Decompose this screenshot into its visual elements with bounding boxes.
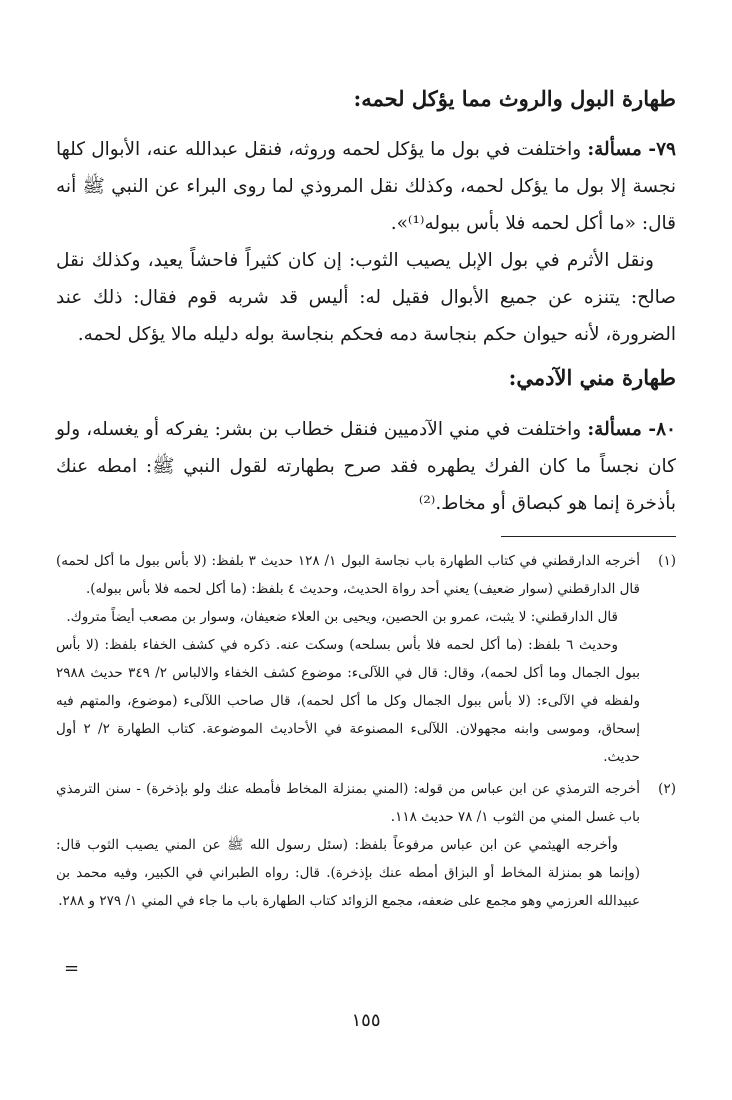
paragraph-athram: ونقل الأثرم في بول الإبل يصيب الثوب: إن كان كثيراً فاحشاً يعيد، وكذلك نقل صالح: يتنزه عن جميع الأبوال فقيل له: أليس قد شربه قوم فقال: ذلك عند الضرورة، لأنه حيوان حكم بنجاسة دمه فحكم بنجاسة بوله دليله مالا يؤكل لحمه. [56,250,676,346]
footnote-2 [56,775,676,915]
issue-79-text: واختلفت في بول ما يؤكل لحمه وروثه، فنقل عبدالله عنه، الأبوال كلها نجسة إلا بول ما يؤكل لحمه، وكذلك نقل المروذي لما روى البراء عن النبي ﷺ أنه قال: «ما أكل لحمه فلا بأس ببوله⁽¹⁾». [56,139,676,235]
footnote-1-para-2: قال الدارقطني: لا يثبت، عمرو بن الحصين، ويحيى بن العلاء ضعيفان، وسوار بن مصعب أيضاً متروك. [66,608,618,625]
issue-80-label: ٨٠- مسألة: [587,418,676,440]
issue-80-text: واختلفت في مني الآدميين فنقل خطاب بن بشر: يفركه أو يغسله، ولو كان نجساً ما كان الفرك يطهره فقد صرح بطهارته لقول النبي ﷺ: امطه عنك بأذخرة إنما هو كبصاق أو مخاط.⁽²⁾ [56,418,676,514]
footnote-1 [56,547,676,771]
page-body [56,70,676,915]
footnote-1-body [56,547,640,771]
continuation-mark: = [64,958,80,979]
footnote-1-para-3: وحديث ٦ بلفظ: (ما أكل لحمه فلا بأس بسلحه) وسكت عنه. ذكره في كشف الخفاء بلفظ: (لا بأس ببول الجمال وما أكل لحمه)، وقال: قال في اللآلىء: موضوع كشف الخفاء والالباس ٢/ ٣٤٩ حديث ٢٩٨٨ ولفظه في الآلىء: (لا بأس ببول الجمال وكل ما أكل لحمه)، قال صاحب اللآلىء (موضوع، والمتهم فيه إسحاق، وموسى وابنه مجهولان. اللآلىء المصنوعة في الأحاديث الموضوعة. كتاب الطهارة ٢/ ٢ أول حديث. [56,636,640,765]
footnote-2-para-1: أخرجه الترمذي عن ابن عباس من قوله: (المني بمنزلة المخاط فأمطه عنك ولو بإذخرة) - سنن الترمذي باب غسل المني من الثوب ١/ ٧٨ حديث ١١٨. [56,780,640,825]
footnote-1-para-1: أخرجه الدارقطني في كتاب الطهارة باب نجاسة البول ١/ ١٢٨ حديث ٣ بلفظ: (لا بأس ببول ما أكل لحمه) قال الدارقطني (سوار ضعيف) يعني أحد رواة الحديث، وحديث ٤ بلفظ: (ما أكل لحمه فلا بأس ببوله). [56,552,640,597]
issue-79-label: ٧٩- مسألة: [587,139,676,161]
page-number: ١٥٥ [351,1010,381,1031]
footnote-2-number: (٢) [658,780,676,797]
footnote-2-para-2: وأخرجه الهيثمي عن ابن عباس مرفوعاً بلفظ: (سئل رسول الله ﷺ عن المني يصيب الثوب قال: (وإنما هو بمنزلة المخاط أو البزاق أمطه عنك بإذخرة). قال: رواه الطبراني في الكبير، وفيه محمد بن عبيدالله العرزمي وهو مجمع على ضعفه، مجمع الزوائد كتاب الطهارة باب ما جاء في المني ١/ ٢٧٩ و ٢٨٨. [56,836,640,909]
footnote-separator [501,536,676,537]
section-heading-semen: طهارة مني الآدمي: [508,365,676,391]
paragraph-issue-79 [56,131,676,242]
section-heading-urine: طهارة البول والروث مما يؤكل لحمه: [353,86,676,111]
footnote-2-body [56,775,640,915]
paragraph-issue-80 [56,411,676,522]
footnote-1-number: (١) [658,552,676,569]
